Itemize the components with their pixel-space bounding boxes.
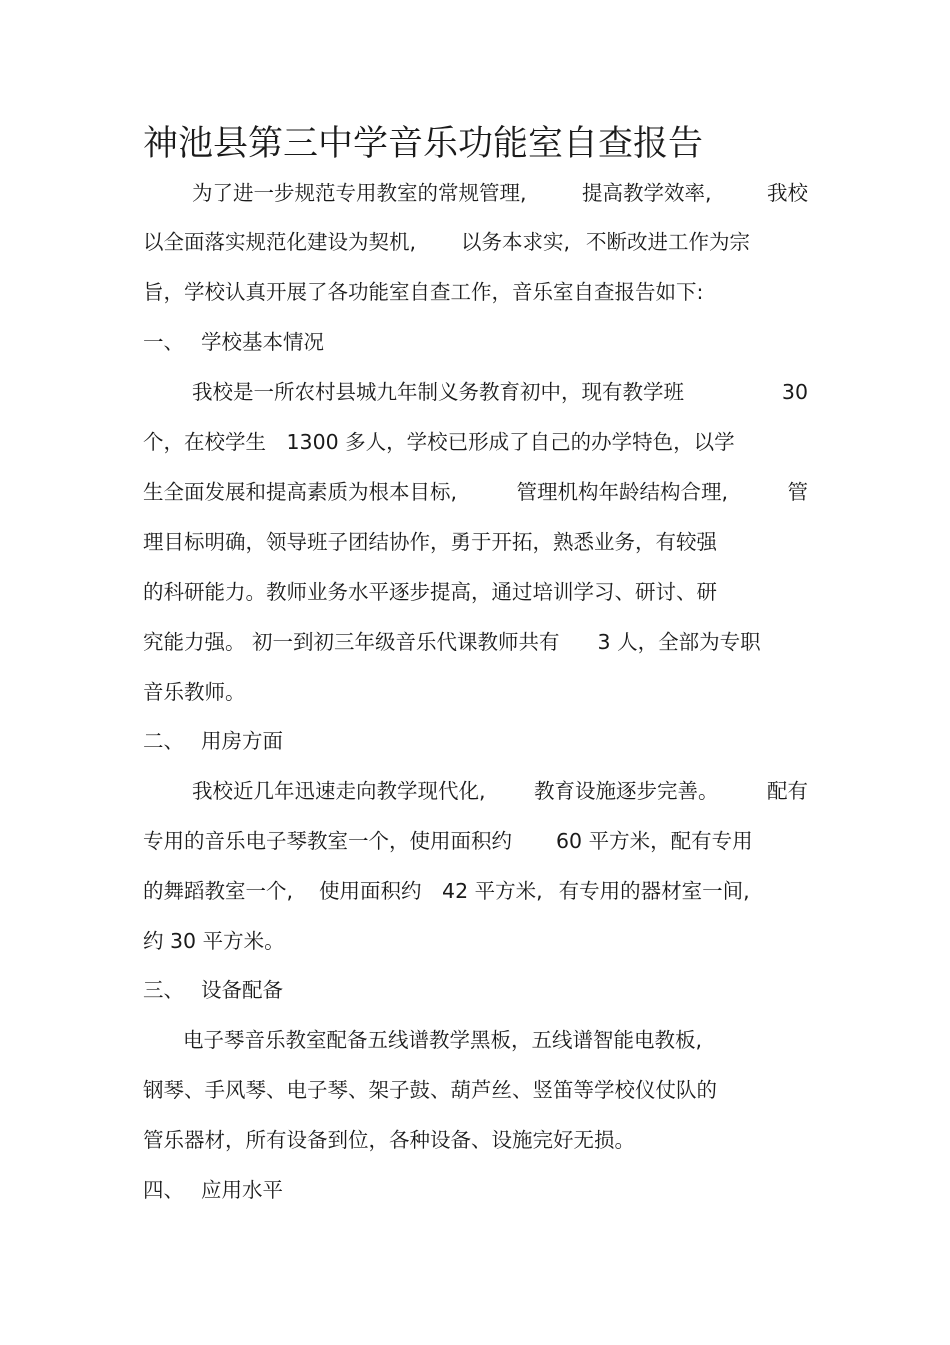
text-segment: 不断改进工作为宗 (586, 230, 751, 254)
text-segment: 我校是一所农村县城九年制义务教育初中，现有教学班 (192, 380, 684, 404)
intro-line-3 (143, 279, 808, 305)
text-segment: 管 (787, 480, 808, 504)
text-segment: 理目标明确，领导班子团结协作，勇于开拓，熟悉业务，有较强 (143, 530, 717, 554)
text-segment: 音乐教师。 (143, 680, 246, 704)
section-number: 一、 (143, 330, 184, 354)
section-2-line-2 (143, 828, 808, 854)
text-segment: 究能力强。 初一到初三年级音乐代课教师共有 (143, 630, 560, 654)
section-3-line-1 (143, 1027, 808, 1053)
text-segment: 个，在校学生 1300 多人，学校已形成了自己的办学特色，以学 (143, 430, 735, 454)
text-segment: 管乐器材，所有设备到位，各种设备、设施完好无损。 (143, 1128, 635, 1152)
section-3-line-3 (143, 1127, 808, 1153)
text-segment: 使用面积约 42 平方米, (319, 879, 543, 903)
section-title: 设备配备 (201, 978, 283, 1002)
section-heading-4 (143, 1177, 283, 1203)
section-1-line-4 (143, 529, 808, 555)
section-1-line-2 (143, 429, 808, 455)
text-segment: 提高教学效率, (581, 181, 712, 205)
text-segment: 电子琴音乐教室配备五线谱教学黑板，五线谱智能电教板, (183, 1028, 703, 1052)
section-number: 四、 (143, 1178, 184, 1202)
text-segment: 以全面落实规范化建设为契机, (143, 230, 417, 254)
text-segment: 30 (781, 380, 808, 404)
section-number: 三、 (143, 978, 184, 1002)
section-title: 学校基本情况 (201, 330, 324, 354)
text-segment: 有专用的器材室一间, (558, 879, 750, 903)
section-1-line-6 (143, 629, 808, 655)
document-title: 神池县第三中学音乐功能室自查报告 (143, 124, 704, 164)
section-heading-2 (143, 728, 283, 754)
text-segment: 的科研能力。教师业务水平逐步提高，通过培训学习、研讨、研 (143, 580, 717, 604)
text-segment: 配有 (766, 779, 808, 803)
text-segment: 的舞蹈教室一个, (143, 879, 294, 903)
section-1-line-7 (143, 679, 808, 705)
section-2-line-3 (143, 878, 808, 904)
text-segment: 专用的音乐电子琴教室一个，使用面积约 (143, 829, 512, 853)
section-1-line-1 (143, 379, 808, 405)
section-title: 应用水平 (201, 1178, 283, 1202)
text-segment: 以务本求实, (461, 230, 571, 254)
section-2-line-4 (143, 928, 808, 954)
section-3-line-2 (143, 1077, 808, 1103)
section-2-line-1 (143, 778, 808, 804)
text-segment: 60 平方米，配有专用 (556, 829, 753, 853)
section-title: 用房方面 (201, 729, 283, 753)
section-1-line-5 (143, 579, 808, 605)
section-heading-1 (143, 329, 324, 355)
text-segment: 生全面发展和提高素质为根本目标, (143, 480, 458, 504)
text-segment: 我校近几年迅速走向教学现代化, (192, 779, 486, 803)
section-heading-3 (143, 977, 283, 1003)
text-segment: 教育设施逐步完善。 (534, 779, 719, 803)
text-segment: 钢琴、手风琴、电子琴、架子鼓、葫芦丝、竖笛等学校仪仗队的 (143, 1078, 717, 1102)
intro-line-2 (143, 229, 808, 255)
intro-line-1 (143, 180, 808, 206)
section-1-line-3 (143, 479, 808, 505)
text-segment: 约 30 平方米。 (143, 929, 285, 953)
text-segment: 我校 (766, 181, 808, 205)
text-segment: 3 人，全部为专职 (597, 630, 761, 654)
text-segment: 为了进一步规范专用教室的常规管理, (192, 181, 527, 205)
text-segment: 管理机构年龄结构合理, (516, 480, 729, 504)
section-number: 二、 (143, 729, 184, 753)
text-segment: 旨，学校认真开展了各功能室自查工作，音乐室自查报告如下: (143, 280, 704, 304)
